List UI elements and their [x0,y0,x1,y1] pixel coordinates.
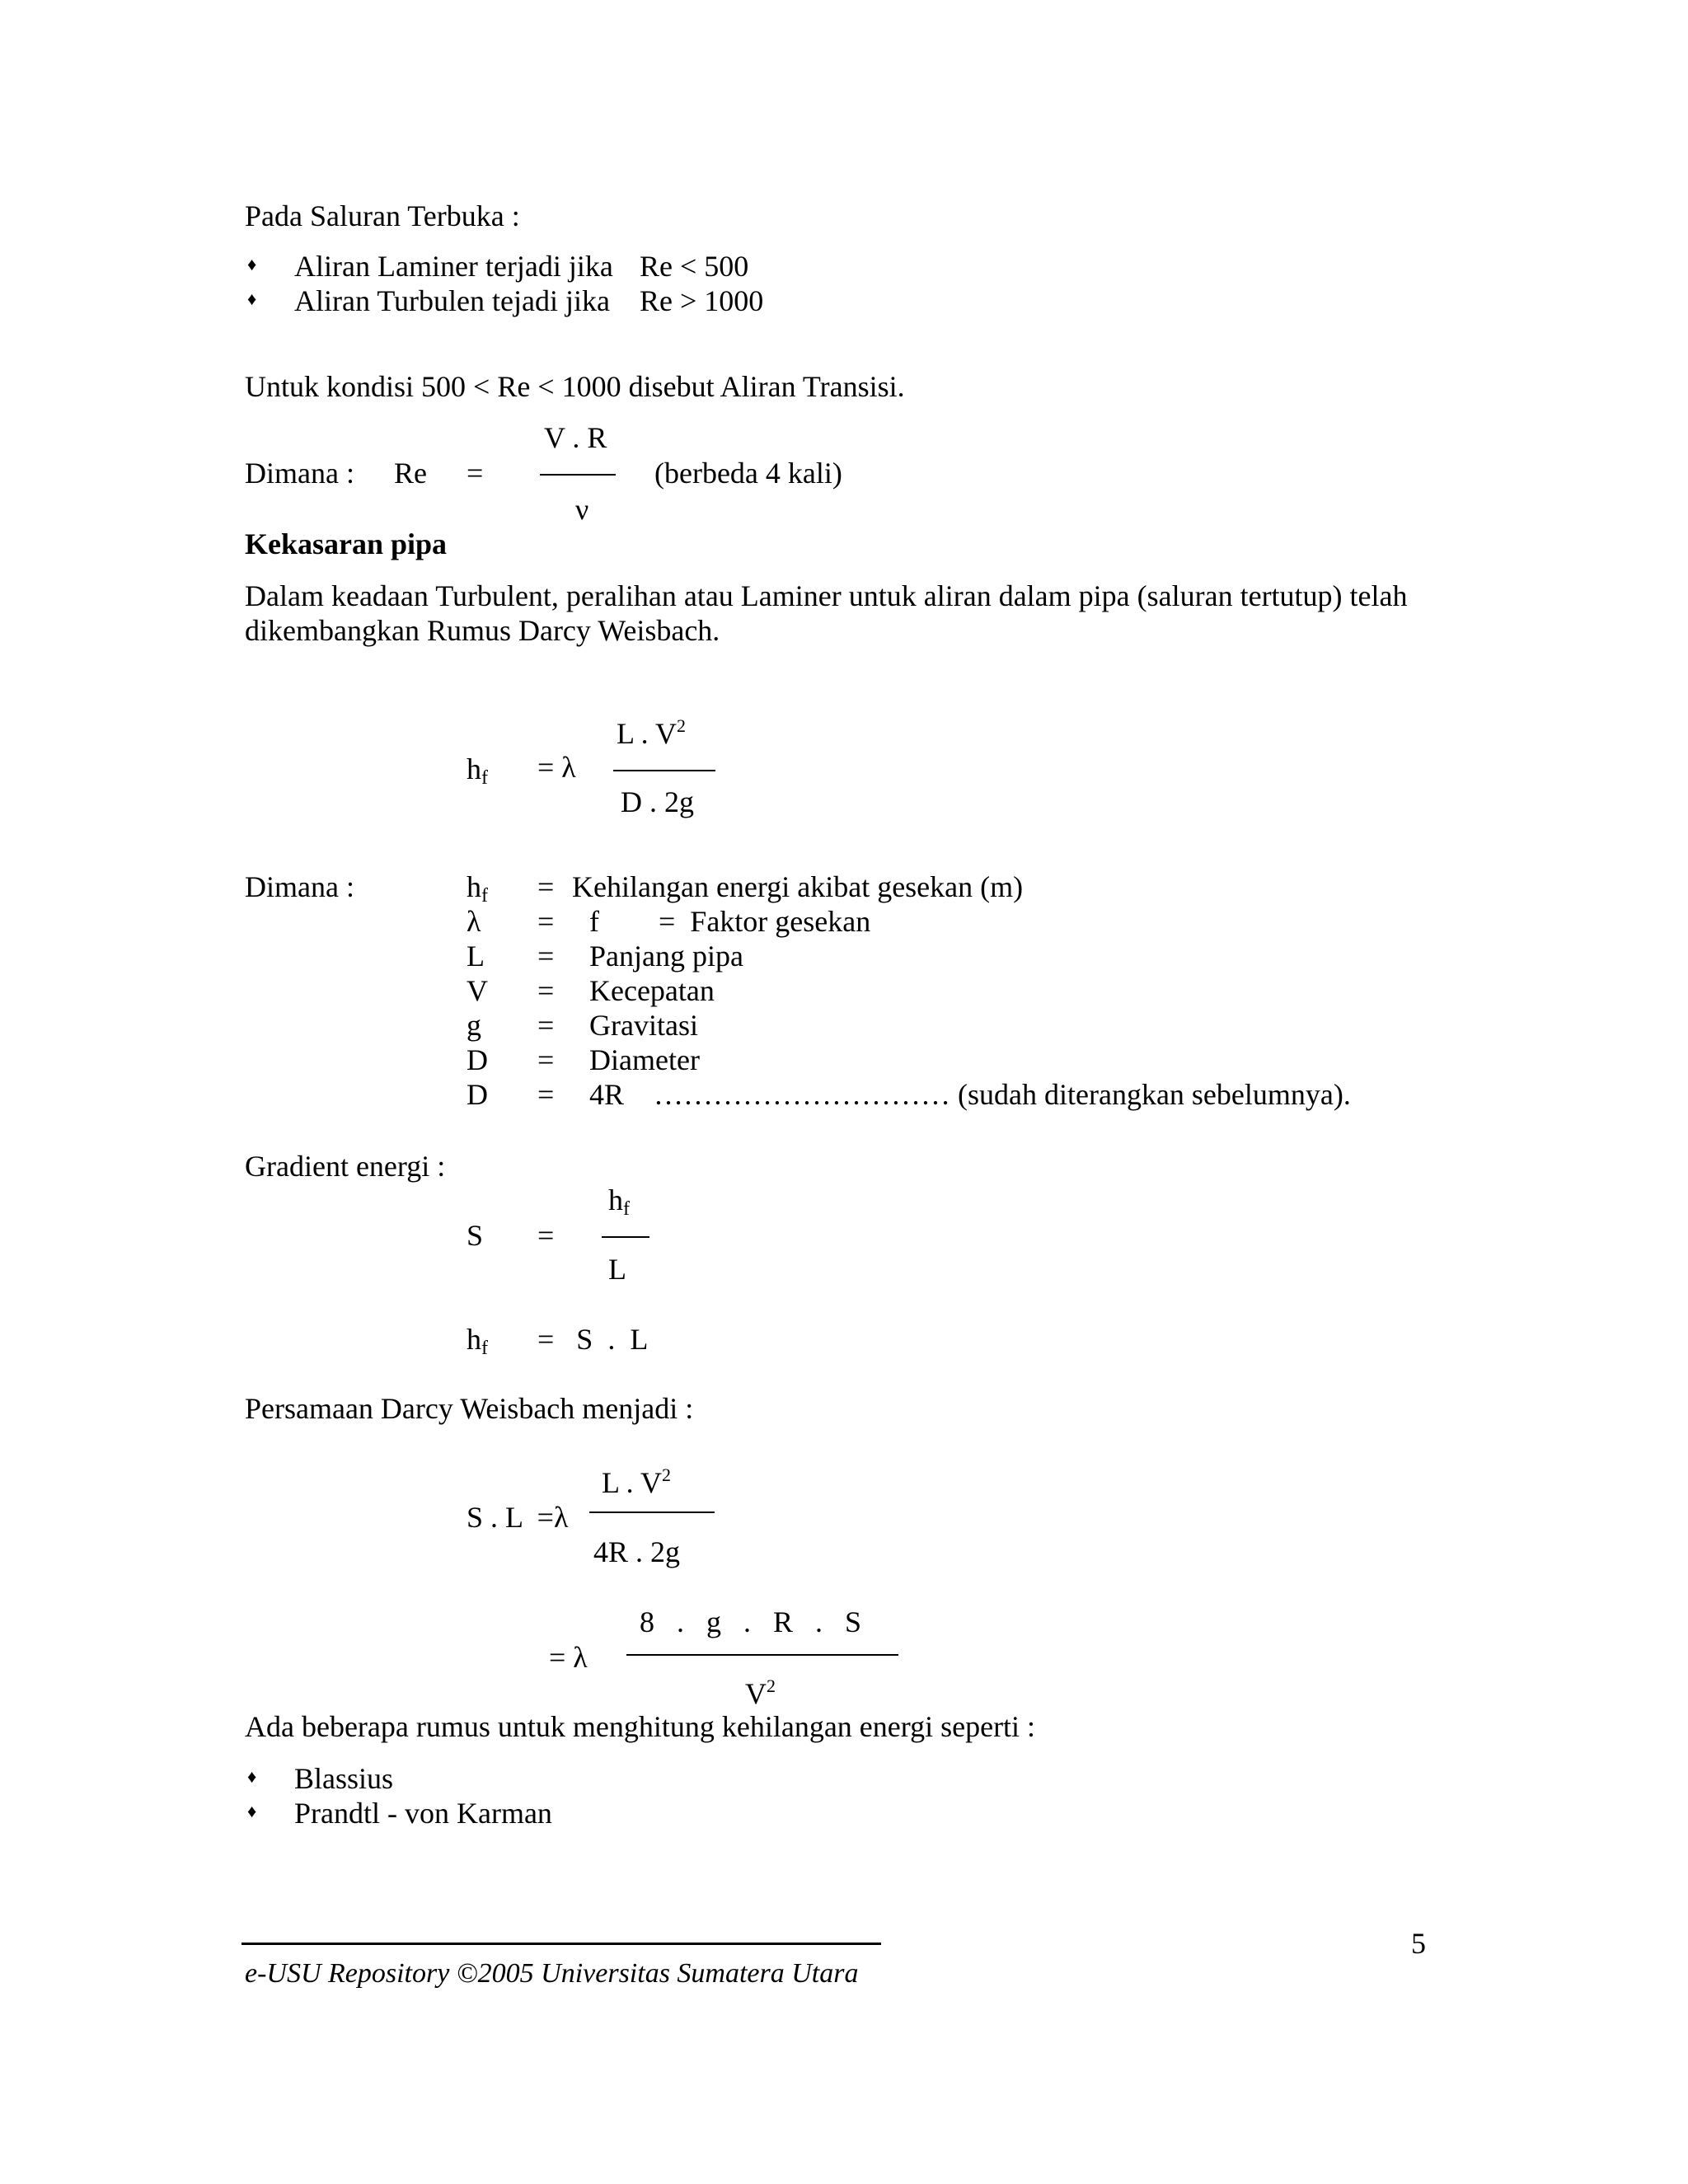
list-item-text: Blassius [294,1762,394,1795]
formula-numerator: $h_f$ [608,1183,630,1220]
list-item-condition: Re < 500 [640,250,749,283]
definition-symbol: L [467,940,485,972]
fraction-bar [602,1236,649,1238]
formula-note: (berbeda 4 kali) [654,457,842,490]
list-item-condition: Re > 1000 [640,284,764,317]
definition-equals: = [537,1009,555,1042]
definition-text: Kehilangan energi akibat gesekan (m) [572,870,1024,903]
formula-lhs: $h_f$ [467,752,488,789]
fraction-bar [540,474,616,476]
definition-text: 4R ………………………… (sudah diterangkan sebelumnya). [589,1078,1351,1111]
formula-equals: = [537,1219,555,1252]
fraction-bar [589,1511,715,1513]
formula-numerator: V . R [544,421,607,454]
list-item-text: Aliran Laminer terjadi jika [294,250,613,283]
definition-text: f = Faktor gesekan [589,905,871,938]
formula-lhs: = λ [549,1641,588,1674]
section-heading: Kekasaran pipa [245,527,448,560]
definition-equals: = [537,1043,555,1076]
formula-denominator: 4R . 2g [593,1535,681,1568]
transition-text: Untuk kondisi 500 < Re < 1000 disebut Aliran Transisi. [245,370,905,403]
gradient-label: Gradient energi : [245,1150,446,1183]
list-item-text: Prandtl - von Karman [294,1797,552,1830]
paragraph-line: Dalam keadaan Turbulent, peralihan atau Laminer untuk aliran dalam pipa (saluran tertutup) telah [245,579,1408,612]
footer-rule [241,1943,881,1945]
fraction-bar [613,770,715,771]
formula-lhs: Re [394,457,427,490]
definition-text: Kecepatan [589,974,715,1007]
definition-text: Gravitasi [589,1009,698,1042]
formula-numerator: 8 . g . R . S [640,1605,862,1638]
formula-lhs: S . L =λ [467,1501,569,1534]
definition-equals: = [537,974,555,1007]
bullet-icon: ♦ [247,254,257,274]
formula-lhs: $h_f$ [467,1323,488,1359]
definitions-label: Dimana : [245,870,354,903]
definition-text: Panjang pipa [589,940,743,972]
intro-text: Pada Saluran Terbuka : [245,199,520,232]
definition-equals: = [537,940,555,972]
persamaan-text: Persamaan Darcy Weisbach menjadi : [245,1392,694,1425]
definition-symbol: λ [467,905,481,938]
bullet-icon: ♦ [247,1801,257,1821]
formula-equals-lambda: = λ [537,751,576,784]
formula-denominator: $V^2$ [745,1675,776,1710]
definition-symbol: V [467,974,488,1007]
formula-numerator: L . $V^2$ [602,1465,672,1499]
fraction-bar [626,1654,898,1656]
page-number: 5 [1411,1927,1426,1960]
formula-denominator: L [608,1253,626,1286]
formula-label: Dimana : [245,457,354,490]
definition-equals: = [537,870,555,903]
bullet-icon: ♦ [247,1766,257,1787]
formula-equals: = [467,457,484,490]
formula-denominator: D . 2g [621,785,694,818]
formula-rhs: = S . L [537,1323,649,1356]
definition-equals: = [537,905,555,938]
footer-text: e-USU Repository ©2005 Universitas Sumatera Utara [245,1958,859,1989]
formula-numerator: L . $V^2$ [617,715,687,750]
paragraph-line: dikembangkan Rumus Darcy Weisbach. [245,614,720,647]
definition-text: Diameter [589,1043,700,1076]
formula-lhs: S [467,1219,484,1252]
list-item-text: Aliran Turbulen tejadi jika [294,284,610,317]
definition-symbol: $h_f$ [467,870,488,907]
formula-denominator: ν [575,493,589,526]
bullet-icon: ♦ [247,288,257,309]
definition-symbol: D [467,1078,488,1111]
definition-equals: = [537,1078,555,1111]
methods-intro: Ada beberapa rumus untuk menghitung kehilangan energi seperti : [245,1710,1036,1743]
definition-symbol: g [467,1009,481,1042]
definition-symbol: D [467,1043,488,1076]
